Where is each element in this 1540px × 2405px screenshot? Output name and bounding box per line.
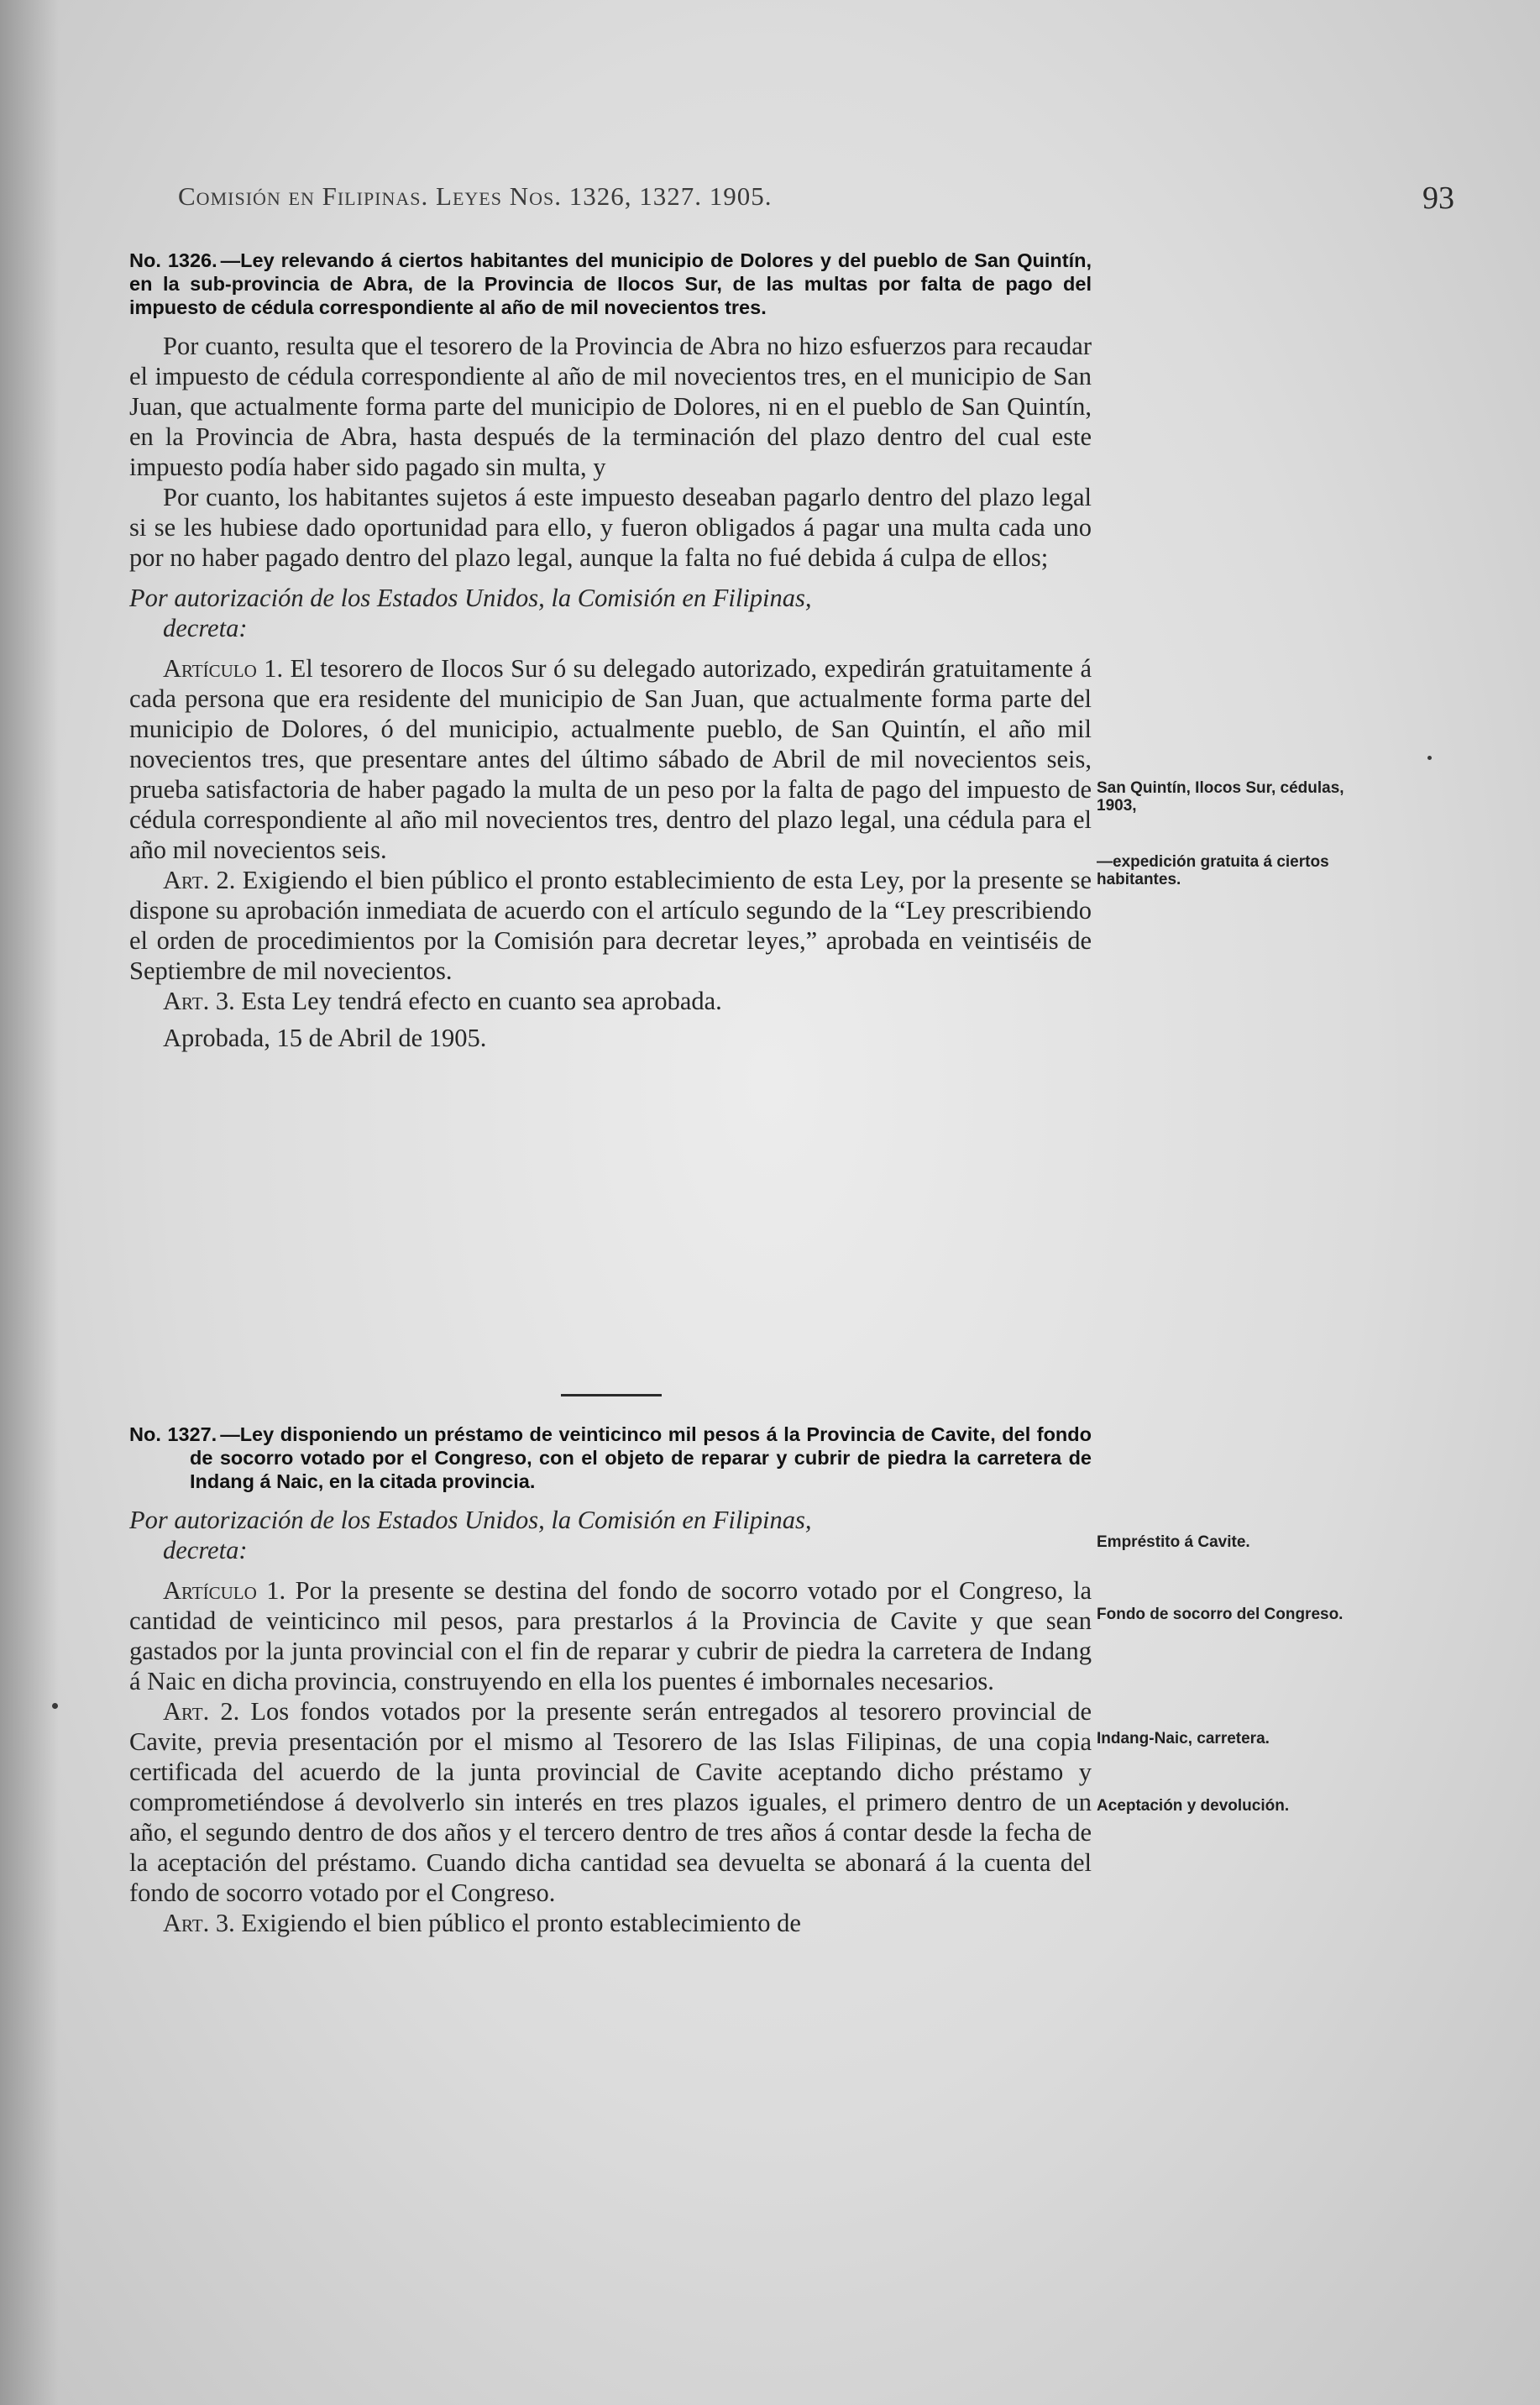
article-text: Por la presente se destina del fondo de socorro votado por el Congreso, la cantidad de veinticinco mil pesos, para prestarlos á la Provincia de Cavite y que sean gastados por la junta provincial con el fin de reparar y cubrir de piedra la carretera de Indang á Naic en dicha provincia, construyendo en ella los puentes é imbornales necesarios. (129, 1576, 1092, 1695)
whereas-1: Por cuanto, resulta que el tesorero de la Provincia de Abra no hizo esfuerzos para recaudar el impuesto de cédula correspondiente al año de mil novecientos tres, en el municipio de San Juan, que actualmente forma parte del municipio de Dolores, ni en el pueblo de San Quintín, en la Provincia de Abra, hasta después de la terminación del plazo dentro del cual este impuesto podía haber sido pagado sin multa, y (129, 332, 1092, 481)
scan-speck (1427, 756, 1432, 760)
article-label: Art. 3. (163, 1909, 235, 1937)
article-label: Art. 2. (163, 866, 236, 894)
decree-line-1: Por autorización de los Estados Unidos, la Comisión en Filipinas, (129, 1506, 812, 1534)
law-1326-number: No. 1326. (129, 249, 217, 271)
law-1327-title (129, 1423, 1092, 1493)
law-1326-title (129, 249, 1092, 319)
law-1327-article-3 (129, 1908, 1092, 1938)
margin-note-aceptacion: Aceptación y devolución. (1097, 1797, 1290, 1815)
law-1327-article-2 (129, 1696, 1092, 1908)
margin-note-indang: Indang-Naic, carretera. (1097, 1730, 1270, 1747)
decree-formula-1327 (129, 1505, 1092, 1565)
law-1326-article-1 (129, 653, 1092, 865)
decree-line-2: decreta: (163, 614, 248, 642)
margin-note-san-quintin: San Quintín, Ilocos Sur, cédulas, 1903, (1097, 779, 1344, 815)
article-text: El tesorero de Ilocos Sur ó su delegado autorizado, expedirán gratuitamente á cada persona que era residente del municipio de San Juan, que actualmente forma parte del municipio de Dolores, ó del municipio, actualmente pueblo, de San Quintín, el año mil novecientos tres, que presentare antes del último sábado de Abril de mil novecientos seis, prueba satisfactoria de haber pagado la multa de un peso por la falta de pago del impuesto de cédula correspondiente al año mil novecientos tres, dentro del plazo legal, una cédula para el año mil novecientos seis. (129, 654, 1092, 864)
law-1326-title-text: —Ley relevando á ciertos habitantes del municipio de Dolores y del pueblo de San Quintín, en la sub-provincia de Abra, de la Provincia de Ilocos Sur, de las multas por falta de pago del impuesto de cédula correspondiente al año de mil novecientos tres. (129, 249, 1092, 318)
law-1327-article-1 (129, 1575, 1092, 1696)
article-label: Artículo 1. (163, 654, 284, 683)
article-text: Los fondos votados por la presente serán entregados al tesorero provincial de Cavite, previa presentación por el mismo al Tesorero de las Islas Filipinas, de una copia certificada del acuerdo de la junta provincial de Cavite aceptando dicho préstamo y comprometiéndose á devolverlo sin interés en tres plazos iguales, el primero dentro de un año, el segundo dentro de dos años y el tercero dentro de tres años á contar desde la fecha de la aceptación del préstamo. Cuando dicha cantidad sea devuelta se abonará á la cuenta del fondo de socorro votado por el Congreso. (129, 1697, 1092, 1907)
scan-speck (52, 1703, 58, 1709)
decree-line-1: Por autorización de los Estados Unidos, la Comisión en Filipinas, (129, 584, 812, 612)
article-text: Exigiendo el bien público el pronto establecimiento de esta Ley, por la presente se dispone su aprobación inmediata de acuerdo con el artículo segundo de la “Ley prescribiendo el orden de procedimientos por la Comisión para decretar leyes,” aprobada en veintiséis de Septiembre de mil novecientos. (129, 866, 1092, 985)
page-number: 93 (1422, 181, 1454, 216)
margin-note-fondo: Fondo de socorro del Congreso. (1097, 1606, 1344, 1623)
law-1327-number: No. 1327. (129, 1423, 217, 1445)
margin-note-emprestito: Empréstito á Cavite. (1097, 1533, 1250, 1551)
law-1326-article-3 (129, 986, 1092, 1016)
law-1327 (129, 1423, 1092, 1938)
running-head: Comisión en Filipinas. Leyes Nos. 1326, 1327. 1905. (178, 181, 773, 211)
whereas-2: Por cuanto, los habitantes sujetos á este impuesto deseaban pagarlo dentro del plazo legal si se les hubiese dado oportunidad para ello, y fueron obligados á pagar una multa cada uno por no haber pagado dentro del plazo legal, aunque la falta no fué debida á culpa de ellos; (129, 483, 1092, 572)
section-divider (561, 1394, 662, 1396)
article-label: Artículo 1. (163, 1576, 286, 1605)
law-1326 (129, 249, 1092, 1053)
decree-line-2: decreta: (163, 1536, 248, 1564)
article-label: Art. 2. (163, 1697, 240, 1726)
margin-note-expedicion: —expedición gratuita á ciertos habitantes. (1097, 853, 1329, 888)
article-label: Art. 3. (163, 987, 235, 1015)
binding-shadow (0, 0, 59, 2405)
law-1327-title-text: —Ley disponiendo un préstamo de veinticinco mil pesos á la Provincia de Cavite, del fondo de socorro votado por el Congreso, con el objeto de reparar y cubrir de piedra la carretera de Indang á Naic, en la citada provincia. (190, 1423, 1092, 1492)
article-text: Exigiendo el bien público el pronto establecimiento de (241, 1909, 801, 1937)
approval-date: Aprobada, 15 de Abril de 1905. (163, 1024, 487, 1052)
law-1326-article-2 (129, 865, 1092, 986)
article-text: Esta Ley tendrá efecto en cuanto sea aprobada. (241, 987, 722, 1015)
decree-formula-1326 (129, 583, 1092, 643)
